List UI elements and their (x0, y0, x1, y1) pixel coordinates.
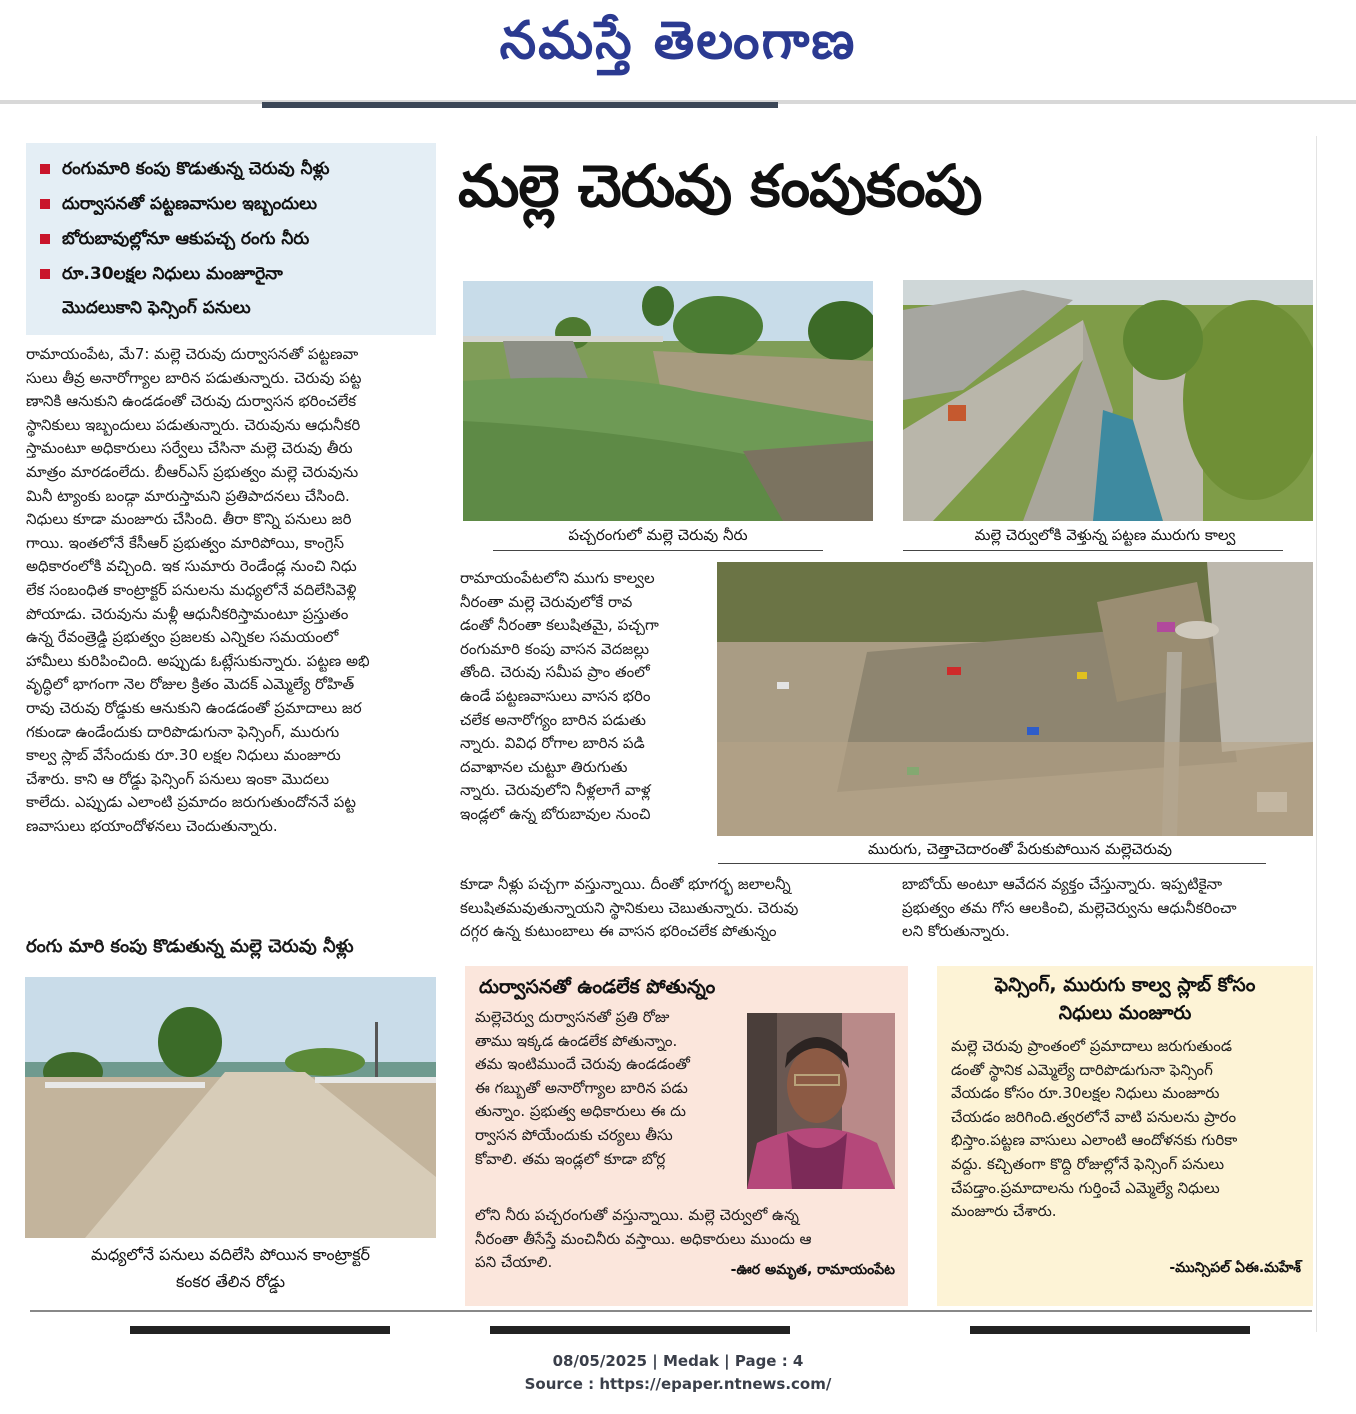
article-line: స్తామంటూ అధికారులు సర్వేలు చేసినా మల్లె చెరువు తీరు (26, 439, 353, 458)
resident-portrait (747, 1013, 895, 1189)
article-line: కలుషితమవుతున్నాయని స్థానికులు చెబుతున్నారు. చెరువు (460, 898, 799, 917)
statement-line: చేయడం జరిగింది.త్వరలోనే వాటి పనులను ప్రారం (951, 1107, 1237, 1126)
quote-line: మల్లెచెర్వు దుర్వాసనతో ప్రతి రోజు (475, 1008, 670, 1026)
quote-line: తమ ఇంటిముందే చెరువు ఉండడంతో (475, 1055, 690, 1074)
article-line: మినీ ట్యాంకు బండ్గా మారుస్తామని ప్రతిపాదనలు చేసింది. (26, 486, 350, 505)
article-line: కాలేదు. ఎప్పుడు ఎలాంటి ప్రమాదం జరుగుతుందోననే పట్ట (26, 793, 356, 812)
article-column-1 (26, 343, 436, 838)
article-line: న్నారు. చెరువులోని నీళ్లలాగే వాళ్ల (460, 781, 651, 800)
article-line: బాబోయ్ అంటూ ఆవేదన వ్యక్తం చేస్తున్నారు. ఇప్పటికైనా (902, 875, 1223, 893)
quote-line: తున్నాం. ప్రభుత్వ అధికారులు ఈ దు (475, 1102, 686, 1121)
article-column-3 (902, 873, 1314, 944)
statement-line: భిస్తాం.పట్టణ వాసులు ఎలాంటి ఆందోళనకు గురికా (951, 1131, 1238, 1150)
caption-photo-canal: మల్లె చెర్వులోకి వెళ్తున్న పట్టణ మురుగు కాల్వ (974, 526, 1236, 544)
quote-line: ఈ గబ్బుతో అనారోగ్యాల బారిన పడు (475, 1078, 688, 1097)
bullet-item-continued: మొదలుకాని ఫెన్సింగ్ పనులు (62, 298, 251, 318)
caption-rule (718, 863, 1266, 864)
bullet-item: దుర్వాసనతో పట్టణవాసుల ఇబ్బందులు (40, 194, 317, 218)
article-line: లని కోరుతున్నారు. (902, 922, 1010, 941)
article-line: లేక సంబంధిత కాంట్రాక్టర్ పనులను మధ్యలోనే వదిలేసివెళ్లి (26, 580, 357, 599)
quote-line: లోని నీరు పచ్చరంగుతో వస్తున్నాయి. మల్లె చెర్వులో ఉన్న (475, 1206, 799, 1224)
quote-line: తాము ఇక్కడ ఉండలేక పోతున్నాం. (475, 1031, 678, 1050)
statement-line: వద్దు. కచ్చితంగా కొద్ది రోజుల్లోనే ఫెన్సింగ్ పనులు (951, 1154, 1225, 1173)
article-line: హామీలు కురిపించింది. అప్పుడు ఓట్లేసుకున్నారు. పట్టణ అభి (26, 651, 370, 670)
caption-photo-road-line-2: కంకర తేలిన రోడ్డు (175, 1272, 286, 1291)
official-statement-box (937, 966, 1313, 1306)
article-line: డంతో నీరంతా కలుషితమై, పచ్చగా (460, 616, 659, 635)
bullet-item: రంగుమారి కంపు కొడుతున్న చెరువు నీళ్లు (40, 159, 329, 183)
article-line: కూడా నీళ్లు పచ్చగా వస్తున్నాయి. దీంతో భూగర్భ జలాలన్నీ (460, 875, 791, 893)
statement-line: మంజూరు చేశారు. (951, 1202, 1057, 1221)
footer-date-page: 08/05/2025 | Medak | Page : 4 (552, 1352, 804, 1370)
bullet-marker-icon (40, 269, 50, 279)
bullet-marker-icon (40, 164, 50, 174)
masthead-accent-rule (262, 102, 778, 108)
photo-garbage (717, 562, 1313, 836)
headline: మల్లె చెరువు కంపుకంపు (458, 152, 982, 220)
quote-signature: -ఊర అమృత, రామాయంపేట (730, 1262, 895, 1278)
article-line: దగ్గర ఉన్న కుటుంబాలు ఈ వాసన భరించలేక పోతున్నం (460, 922, 777, 941)
article-line: ఉన్న రేవంత్రెడ్డి ప్రభుత్వం ప్రజలకు ఎన్నికల సమయంలో (26, 628, 339, 647)
article-line: గాయి. ఇంతలోనే కేసీఆర్ ప్రభుత్వం మారిపోయి, కాంగ్రెస్ (26, 533, 344, 552)
caption-photo-garbage: మురుగు, చెత్తాచెదారంతో పేరుకుపోయిన మల్లెచెరువు (868, 840, 1172, 858)
quote-line: పని చేయాలి. (475, 1253, 553, 1272)
article-line: అధికారంలోకి వచ్చింది. ఇక సుమారు రెండేండ్ల నుంచి నిధు (26, 557, 357, 576)
article-line: న్నారు. వివిధ రోగాల బారిన పడి (460, 734, 645, 753)
quote-box-title: దుర్వాసనతో ఉండలేక పోతున్నం (479, 976, 716, 998)
article-line: ఇండ్లలో ఉన్న బోరుబావుల నుంచి (460, 804, 651, 823)
statement-title-line-1: ఫెన్సింగ్, మురుగు కాల్వ స్లాబ్ కోసం (994, 974, 1256, 996)
article-line: పోయాడు. చెరువును మళ్లీ ఆధునీకరిస్తామంటూ ప్రస్తుతం (26, 604, 349, 623)
bullet-marker-icon (40, 234, 50, 244)
bullet-item: రూ.30లక్షల నిధులు మంజూరైనా (40, 264, 283, 288)
statement-line: డంతో స్థానిక ఎమ్మెల్యే దారిపొడుగునా ఫెన్సింగ్ (951, 1060, 1213, 1079)
caption-photo-road-line-1: మధ్యలోనే పనులు వదిలేసి పోయిన కాంట్రాక్టర్ (90, 1245, 371, 1264)
quote-line: కోవాలి. తమ ఇండ్లలో కూడా బోర్ల (475, 1149, 666, 1168)
article-line: కాల్వ స్లాబ్ వేసేందుకు రూ.30 లక్షల నిధులు మంజూరు (26, 746, 341, 765)
article-line: దవాఖానల చుట్టూ తిరుగుతు (460, 757, 628, 776)
statement-line: చేపడ్తాం.ప్రమాదాలను గుర్తించే ఎమ్మెల్యే నిధులు (951, 1178, 1220, 1197)
masthead (0, 0, 1356, 100)
article-line: నీరంతా మల్లె చెరువులోకే రావ (460, 592, 633, 611)
statement-title-line-2: నిధులు మంజూరు (1058, 1002, 1192, 1024)
caption-rule (903, 550, 1283, 551)
article-line: చేశారు. కాని ఆ రోడ్డు ఫెన్సింగ్ పనులు ఇంకా మొదలు (26, 769, 330, 788)
photo-lake (463, 281, 873, 521)
road-photo-heading: రంగు మారి కంపు కొడుతున్న మల్లె చెరువు నీళ్లు (26, 936, 354, 957)
next-article-strip (30, 1324, 1312, 1334)
quote-line: ర్వాసన పోయేందుకు చర్యలు తీసు (475, 1125, 673, 1144)
article-line: మాత్రం మారడంలేదు. బీఆర్ఎస్ ప్రభుత్వం మల్లె చెరువును (26, 462, 359, 481)
statement-line: మల్లె చెరువు ప్రాంతంలో ప్రమాదాలు జరుగుతుండ (951, 1037, 1232, 1055)
article-line: చలేక అనారోగ్యం బారిన పడుతు (460, 710, 646, 729)
article-line: రావు చెరువు రోడ్డుకు ఆనుకుని ఉండడంతో ప్రమాదాలు జర (26, 698, 362, 717)
photo-canal (903, 280, 1313, 521)
article-line: గకుండా ఉండేందుకు దారిపొడుగునా ఫెన్సింగ్, మురుగు (26, 722, 340, 741)
statement-line: వేయడం కోసం రూ.30లక్షల నిధులు మంజూరు (951, 1084, 1220, 1103)
quote-box-resident (465, 966, 908, 1306)
article-line: ణానికి ఆనుకుని ఉండడంతో చెరువు దుర్వాసన భరించలేక (26, 392, 357, 411)
footer-source: Source : https://epaper.ntnews.com/ (524, 1375, 832, 1393)
article-line: రామాయంపేట, మే7: మల్లె చెరువు దుర్వాసనతో పట్టణవా (26, 345, 359, 363)
photo-road (25, 977, 436, 1238)
caption-rule (493, 550, 823, 551)
page-bottom-rule (30, 1310, 1312, 1312)
article-line: ప్రభుత్వం తమ గోస ఆలకించి, మల్లెచెర్వును ఆధునీకరించా (902, 898, 1237, 917)
newspaper-logo: నమస్తే తెలంగాణ (499, 10, 857, 71)
article-line: నిధులు కూడా మంజూరు చేసింది. తీరా కొన్ని పనులు జరి (26, 510, 352, 529)
article-line: ఉండే పట్టణవాసులు వాసన భరిం (460, 686, 651, 705)
article-line: ణవాసులు భయాందోళనలు చెందుతున్నారు. (26, 816, 278, 835)
bullet-marker-icon (40, 199, 50, 209)
article-line: స్థానికులు ఇబ్బందులు పడుతున్నారు. చెరువును ఆధునీకరి (26, 415, 361, 434)
article-column-2 (460, 567, 704, 827)
caption-photo-lake: పచ్చరంగులో మల్లె చెరువు నీరు (568, 526, 748, 544)
article-line: తోంది. చెరువు సమీప ప్రాం తంలో (460, 663, 650, 682)
quote-text (475, 1006, 737, 1171)
statement-signature: -మున్సిపల్ ఏఈ.మహేశ్ (1169, 1260, 1301, 1276)
article-line: రంగుమారి కంపు వాసన వెదజల్లు (460, 639, 650, 658)
bullet-item: బోరుబావుల్లోనూ ఆకుపచ్చ రంగు నీరు (40, 229, 309, 253)
statement-text (951, 1035, 1301, 1224)
article-line: రామాయంపేటలోని ముగు కాల్వల (460, 569, 655, 587)
quote-line: నీరంతా తీసేస్తే మంచినీరు వస్తాయి. అధికారులు ముందు ఆ (475, 1229, 812, 1248)
summary-bullets-box (26, 143, 436, 335)
article-line: వృద్ధిలో భాగంగా నెల రోజుల క్రితం మెదక్ ఎమ్మెల్యే రోహిత్ (26, 675, 355, 694)
article-column-2-continued (460, 873, 874, 944)
article-line: సులు తీవ్ర అనారోగ్యాల బారిన పడుతున్నారు. చెరువు పట్ట (26, 368, 362, 387)
